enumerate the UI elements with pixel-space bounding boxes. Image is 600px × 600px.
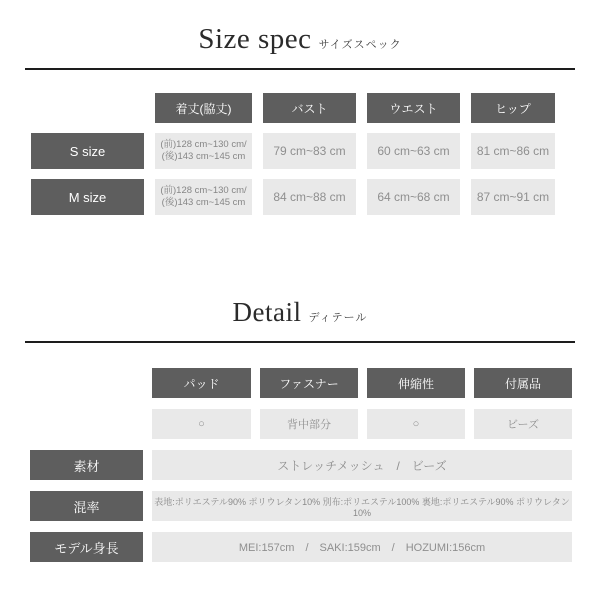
m-size-hip-cell: 87 cm~91 cm <box>471 179 555 215</box>
size-col-header-waist: ウエスト <box>367 93 460 123</box>
detail-accessory-value: ビーズ <box>474 409 572 439</box>
size-table-corner-spacer <box>31 93 144 123</box>
material-label: 素材 <box>30 450 143 480</box>
s-size-hip-cell: 81 cm~86 cm <box>471 133 555 169</box>
m-size-waist-cell: 64 cm~68 cm <box>367 179 460 215</box>
s-size-length-back: (後)143 cm~145 cm <box>161 151 246 162</box>
size-row-label-s: S size <box>31 133 144 169</box>
detail-col-header-stretch: 伸縮性 <box>367 368 465 398</box>
fabric-mix-value: 表地:ポリエステル90% ポリウレタン10% 別布:ポリエステル100% 裏地:ポリエステル90% ポリウレタン10% <box>152 491 572 521</box>
detail-rule <box>25 341 575 343</box>
s-size-length-front: (前)128 cm~130 cm/ <box>160 138 247 150</box>
s-size-waist-cell: 60 cm~63 cm <box>367 133 460 169</box>
detail-col-header-fastener: ファスナー <box>260 368 358 398</box>
m-size-bust-cell: 84 cm~88 cm <box>263 179 356 215</box>
model-height-label: モデル身長 <box>30 532 143 562</box>
detail-fastener-value: 背中部分 <box>260 409 358 439</box>
m-size-length-cell <box>155 179 252 215</box>
m-size-length-back: (後)143 cm~145 cm <box>161 197 246 208</box>
s-size-bust-cell: 79 cm~83 cm <box>263 133 356 169</box>
detail-heading <box>0 295 600 335</box>
size-spec-title-jp: サイズスペック <box>318 39 402 51</box>
size-col-header-hip: ヒップ <box>471 93 555 123</box>
detail-table <box>30 368 600 562</box>
detail-col-header-pad: パッド <box>152 368 251 398</box>
s-size-length-cell <box>155 133 252 169</box>
detail-table-corner-spacer <box>30 368 143 398</box>
detail-values-spacer <box>30 409 143 439</box>
size-row-label-m: M size <box>31 179 144 215</box>
detail-pad-value: ○ <box>152 409 251 439</box>
detail-stretch-value: ○ <box>367 409 465 439</box>
fabric-mix-label: 混率 <box>30 491 143 521</box>
size-spec-title: Size spec <box>198 23 312 55</box>
size-spec-table <box>31 93 600 215</box>
model-height-value: MEI:157cm / SAKI:159cm / HOZUMI:156cm <box>152 532 572 562</box>
material-value: ストレッチメッシュ / ビーズ <box>152 450 572 480</box>
m-size-length-front: (前)128 cm~130 cm/ <box>160 184 247 196</box>
size-spec-heading <box>0 22 600 62</box>
detail-title: Detail <box>232 297 302 327</box>
detail-title-jp: ディテール <box>308 312 368 324</box>
size-spec-rule <box>25 68 575 70</box>
size-col-header-length: 着丈(脇丈) <box>155 93 252 123</box>
size-col-header-bust: バスト <box>263 93 356 123</box>
detail-col-header-accessory: 付属品 <box>474 368 572 398</box>
